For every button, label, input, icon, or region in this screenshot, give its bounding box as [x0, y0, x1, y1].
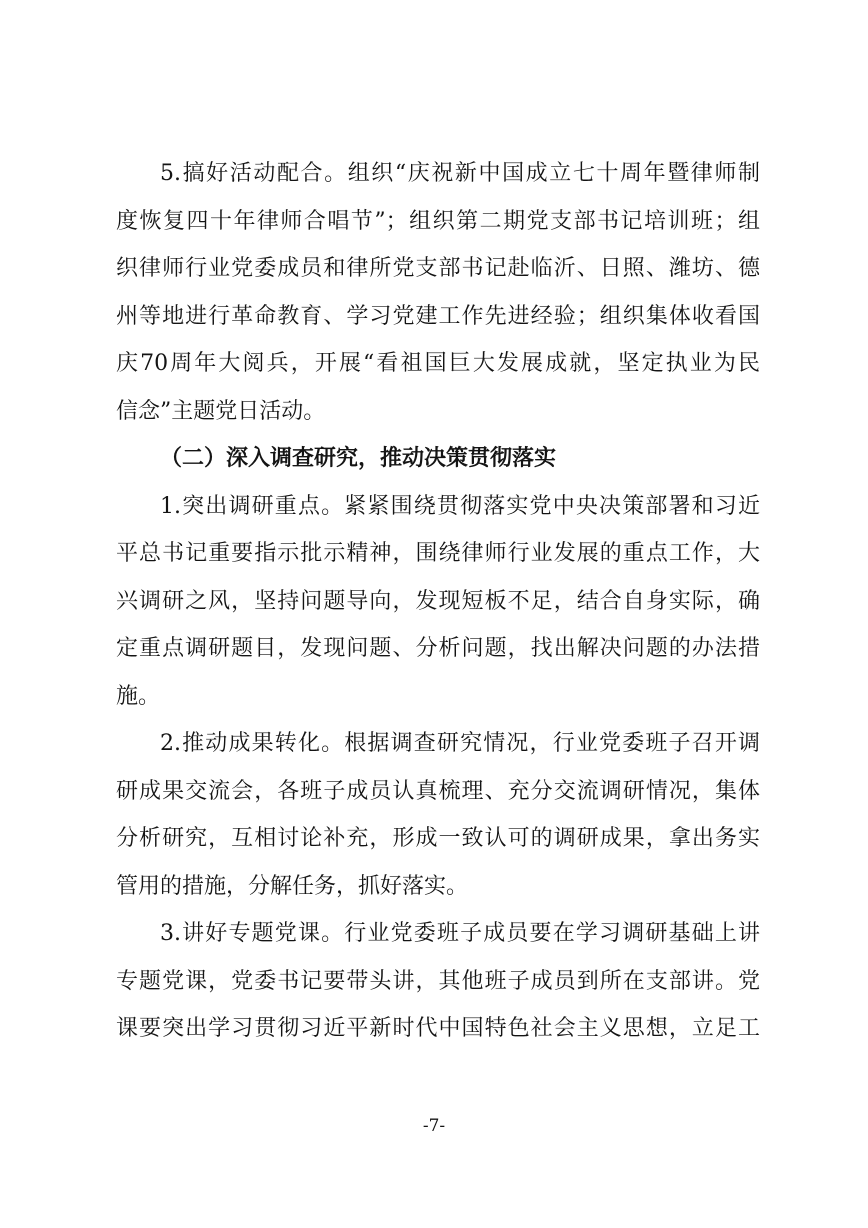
paragraph-line: 课要突出学习贯彻习近平新时代中国特色社会主义思想，立足工	[116, 1016, 760, 1041]
paragraph-line: 信念”主题党日活动。	[116, 398, 326, 424]
paragraph-line: 施。	[116, 683, 161, 709]
paragraph-line: 兴调研之风，坚持问题导向，发现短板不足，结合自身实际，确	[116, 588, 760, 614]
document-body	[116, 150, 760, 1053]
paragraph-line: 研成果交流会，各班子成员认真梳理、充分交流调研情况，集体	[116, 778, 760, 804]
page-number: -7-	[422, 1116, 446, 1136]
paragraph-line: 平总书记重要指示批示精神，围绕律师行业发展的重点工作，大	[116, 541, 760, 566]
paragraph-line: 1.突出调研重点。紧紧围绕贯彻落实党中央决策部署和习近	[160, 493, 760, 519]
paragraph-line: 2.推动成果转化。根据调查研究情况，行业党委班子召开调	[160, 731, 760, 756]
section-heading: （二）深入调查研究，推动决策贯彻落实	[160, 445, 557, 471]
paragraph-line: 织律师行业党委成员和律所党支部书记赴临沂、日照、潍坊、德	[116, 256, 760, 281]
paragraph-line: 分析研究，互相讨论补充，形成一致认可的调研成果，拿出务实	[116, 826, 760, 851]
paragraph-line: 度恢复四十年律师合唱节”；组织第二期党支部书记培训班；组	[116, 208, 760, 234]
paragraph-line: 专题党课，党委书记要带头讲，其他班子成员到所在支部讲。党	[116, 968, 760, 994]
paragraph-line: 定重点调研题目，发现问题、分析问题，找出解决问题的办法措	[116, 636, 760, 661]
paragraph-line: 3.讲好专题党课。行业党委班子成员要在学习调研基础上讲	[160, 921, 760, 946]
paragraph-line: 庆70周年大阅兵，开展“看祖国巨大发展成就，坚定执业为民	[116, 351, 760, 376]
paragraph-line: 5.搞好活动配合。组织“庆祝新中国成立七十周年暨律师制	[160, 161, 760, 186]
paragraph-line: 州等地进行革命教育、学习党建工作先进经验；组织集体收看国	[116, 303, 760, 329]
paragraph-line: 管用的措施，分解任务，抓好落实。	[116, 873, 469, 899]
